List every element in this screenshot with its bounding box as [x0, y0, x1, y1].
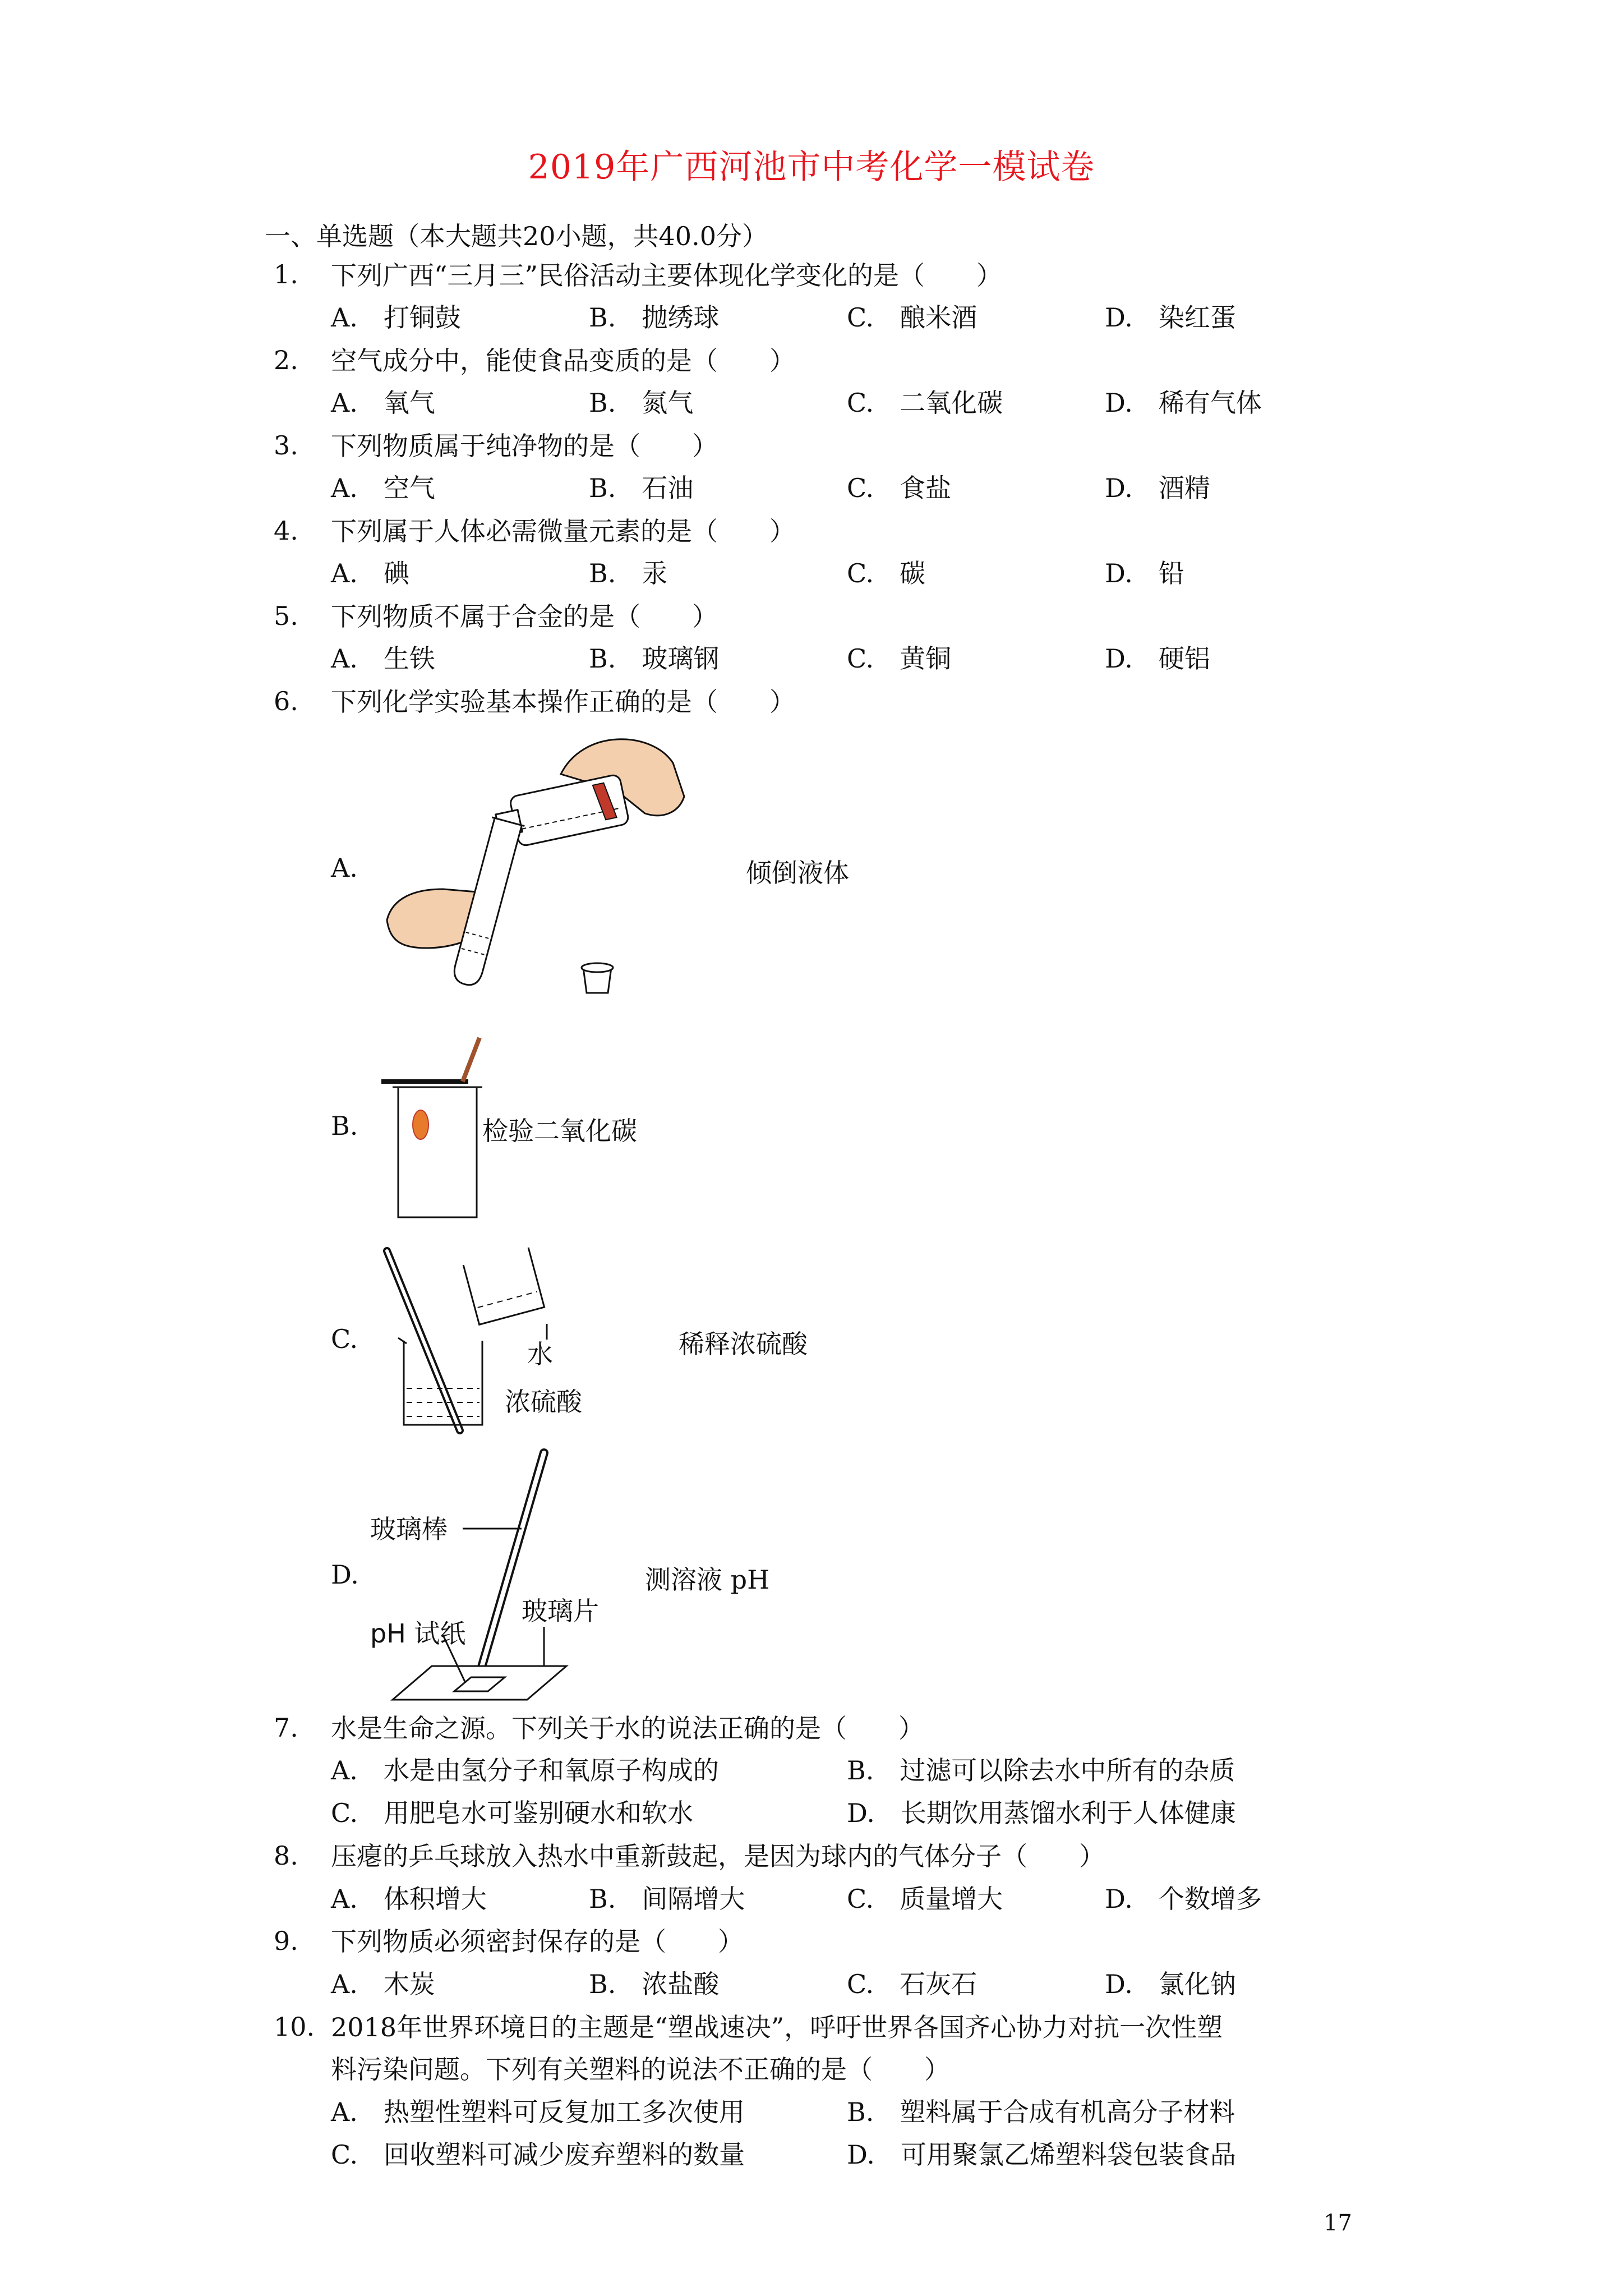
- option-d-letter: D.: [331, 1559, 359, 1590]
- question-number: 7.: [274, 1713, 298, 1743]
- option-d: D. 铅: [1105, 558, 1184, 588]
- conc-sulfuric-acid-label: 浓硫酸: [505, 1387, 582, 1417]
- option-a: A. 水是由氢分子和氧原子构成的: [331, 1755, 719, 1786]
- question-number: 4.: [274, 516, 298, 546]
- page-title: 2019年广西河池市中考化学一模试卷: [528, 148, 1095, 187]
- option-d: D. 长期饮用蒸馏水利于人体健康: [847, 1798, 1236, 1828]
- pour-liquid-figure: [381, 729, 695, 1010]
- question-number: 6.: [274, 686, 298, 716]
- option-c: C. 食盐: [847, 473, 952, 503]
- page-number: 17: [1324, 2210, 1352, 2236]
- option-c: C. 质量增大: [847, 1884, 1003, 1914]
- question-text: 下列物质必须密封保存的是（ ）: [331, 1926, 744, 1957]
- option-d: D. 酒精: [1105, 473, 1210, 503]
- option-b: B. 玻璃钢: [589, 643, 720, 674]
- question-number: 1.: [274, 259, 298, 289]
- question-text: 下列属于人体必需微量元素的是（ ）: [331, 516, 795, 546]
- question-number: 9.: [274, 1926, 298, 1956]
- option-d: D. 染红蛋: [1105, 302, 1236, 333]
- option-a: A. 热塑性塑料可反复加工多次使用: [331, 2097, 745, 2127]
- question-number: 2.: [274, 345, 298, 375]
- option-d: D. 氯化钠: [1105, 1969, 1236, 1999]
- option-b: B. 塑料属于合成有机高分子材料: [847, 2097, 1235, 2127]
- option-c-letter: C.: [331, 1324, 358, 1354]
- option-d-caption: 测溶液 pH: [645, 1565, 770, 1595]
- question-number: 10.: [274, 2012, 315, 2042]
- question-text: 下列广西“三月三”民俗活动主要体现化学变化的是（ ）: [331, 260, 1003, 291]
- question-text-line2: 料污染问题。下列有关塑料的说法不正确的是（ ）: [331, 2054, 950, 2085]
- question-text: 下列物质不属于合金的是（ ）: [331, 601, 718, 632]
- water-label: 水: [527, 1339, 553, 1369]
- option-a-caption: 倾倒液体: [746, 858, 849, 888]
- question-text: 水是生命之源。下列关于水的说法正确的是（ ）: [331, 1713, 924, 1743]
- option-c: C. 黄铜: [847, 643, 952, 674]
- option-a-letter: A.: [331, 853, 358, 883]
- glass-slide-label: 玻璃片: [522, 1596, 599, 1626]
- option-b: B. 间隔增大: [589, 1884, 745, 1914]
- question-number: 5.: [274, 601, 298, 631]
- question-text: 下列物质属于纯净物的是（ ）: [331, 431, 718, 461]
- option-c: C. 碳: [847, 558, 926, 588]
- option-b-caption: 检验二氧化碳: [482, 1116, 637, 1146]
- question-text: 下列化学实验基本操作正确的是（ ）: [331, 687, 795, 717]
- option-b-letter: B.: [331, 1111, 358, 1141]
- option-d: D. 可用聚氯乙烯塑料袋包装食品: [847, 2139, 1236, 2170]
- option-c: C. 回收塑料可减少废弃塑料的数量: [331, 2139, 745, 2170]
- option-d: D. 硬铝: [1105, 643, 1210, 674]
- option-a: A. 空气: [331, 473, 435, 503]
- option-a: A. 打铜鼓: [331, 302, 461, 333]
- ph-paper-label: pH 试纸: [370, 1618, 466, 1649]
- option-b: B. 汞: [589, 558, 668, 588]
- option-a: A. 碘: [331, 558, 409, 588]
- option-a: A. 生铁: [331, 643, 435, 674]
- option-c-caption: 稀释浓硫酸: [679, 1329, 808, 1359]
- question-text: 空气成分中，能使食品变质的是（ ）: [331, 346, 795, 376]
- question-number: 8.: [274, 1841, 298, 1871]
- figure-c-labels: [505, 1335, 617, 1425]
- option-d: D. 稀有气体: [1105, 388, 1262, 418]
- question-text: 压瘪的乒乓球放入热水中重新鼓起，是因为球内的气体分子（ ）: [331, 1841, 1105, 1871]
- option-d: D. 个数增多: [1105, 1884, 1262, 1914]
- option-c: C. 用肥皂水可鉴别硬水和软水: [331, 1798, 694, 1828]
- ph-test-figure: [370, 1442, 628, 1705]
- option-b: B. 抛绣球: [589, 302, 720, 333]
- question-text-line1: 2018年世界环境日的主题是“塑战速决”，呼吁世界各国齐心协力对抗一次性塑: [331, 2012, 1223, 2042]
- section-heading: 一、单选题（本大题共20小题，共40.0分）: [265, 221, 768, 251]
- option-a: A. 体积增大: [331, 1884, 487, 1914]
- option-c: C. 酿米酒: [847, 302, 978, 333]
- option-a: A. 氧气: [331, 388, 435, 418]
- co2-test-figure: [381, 1032, 494, 1223]
- option-c: C. 石灰石: [847, 1969, 978, 1999]
- option-a: A. 木炭: [331, 1969, 435, 1999]
- option-b: B. 石油: [589, 473, 694, 503]
- option-b: B. 氮气: [589, 388, 694, 418]
- option-b: B. 过滤可以除去水中所有的杂质: [847, 1755, 1235, 1786]
- question-number: 3.: [274, 430, 298, 461]
- option-c: C. 二氧化碳: [847, 388, 1003, 418]
- option-b: B. 浓盐酸: [589, 1969, 720, 1999]
- glass-rod-label: 玻璃棒: [370, 1514, 448, 1544]
